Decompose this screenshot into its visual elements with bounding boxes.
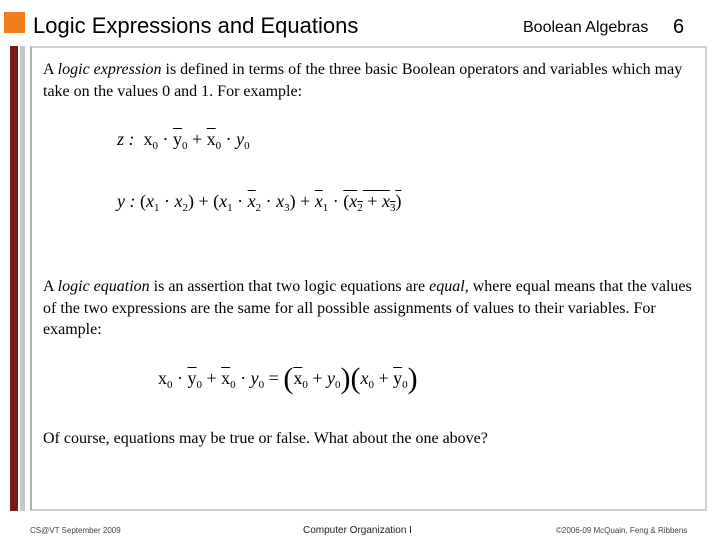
slide-subject: Boolean Algebras xyxy=(523,19,649,36)
left-decorative-bar xyxy=(10,46,18,511)
slide-number: 6 xyxy=(673,16,685,38)
paragraph-logic-equation: A logic equation is an assertion that two logic equations are equal, where equal means that the values of the two expressions are the same for all possible assignments of values to their variables. For example: xyxy=(43,278,692,338)
title-accent-square xyxy=(4,12,25,33)
slide-title: Logic Expressions and Equations xyxy=(33,13,359,38)
footer-right: ©2006-09 McQuain, Feng & Ribbens xyxy=(556,526,688,535)
equation-y-label: y : xyxy=(117,191,136,211)
paragraph-logic-expression: A logic expression is defined in terms of the three basic Boolean operators and variables which may take on the values 0 and 1. For example: xyxy=(43,61,683,100)
footer-left: CS@VT September 2009 xyxy=(30,526,121,535)
equation-z: z : $x_0 \cdot \overline{y}_0 + \overline{x}_0 \cdot y_0$ xyxy=(117,129,250,152)
paragraph-question: Of course, equations may be true or false. What about the one above? xyxy=(43,430,488,447)
equation-logic-example: $x_0 \cdot \overline{y}_0 + \overline{x}_0 \cdot y_0 = (\overline{x}_0 + y_0)(x_0 + \overline{y}_0)$ xyxy=(158,362,418,395)
equation-z-label: z : xyxy=(117,129,135,149)
equation-y: y : $(x_1 \cdot x_2) + (x_1 \cdot \overline{x}_2 \cdot x_3) + \overline{x}_1 \cdot (x_2 + x_3)$ xyxy=(117,191,402,214)
left-decorative-bar-light xyxy=(20,46,25,511)
term-logic-expression: logic expression xyxy=(57,61,162,78)
term-logic-equation: logic equation xyxy=(57,278,150,295)
term-equal: equal xyxy=(429,278,465,295)
footer-center: Computer Organization I xyxy=(303,525,412,536)
